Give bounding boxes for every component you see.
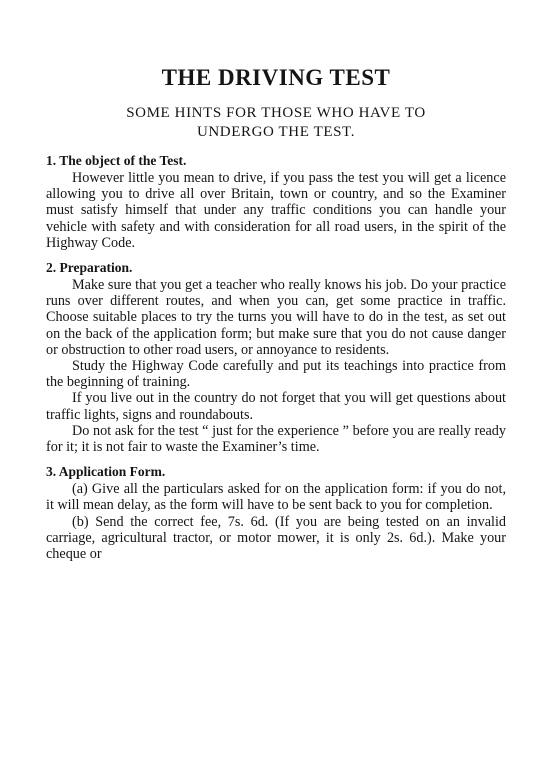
section-paragraph: However little you mean to drive, if you pass the test you will get a licence allowing you to drive all over Britain, town or country, and so the Examiner must satisfy himself that under any traffic conditions you can handle your vehicle with safety and with consideration for all road users, in the spirit of the Highway Code.	[46, 170, 506, 251]
page-subtitle	[46, 104, 506, 142]
section-application-form	[46, 463, 506, 562]
section-heading: 2. Preparation.	[46, 260, 133, 276]
section-heading: 1. The object of the Test.	[46, 153, 187, 168]
subtitle-line-1: SOME HINTS FOR THOSE WHO HAVE TO	[126, 105, 426, 121]
section-object-of-test	[46, 152, 506, 251]
section-paragraph: Study the Highway Code carefully and put its teachings into practice from the beginning of training.	[46, 358, 506, 391]
subtitle-line-2: UNDERGO THE TEST.	[196, 124, 356, 140]
section-preparation	[46, 259, 506, 455]
section-paragraph: (b) Send the correct fee, 7s. 6d. (If you are being tested on an invalid carriage, agricultural tractor, or motor mower, it is only 2s. 6d.). Make your cheque or	[46, 513, 506, 563]
section-paragraph: Make sure that you get a teacher who really knows his job. Do your practice runs over different routes, and when you can, get some practice in traffic. Choose suitable places to try the turns you will have to do in the test, as set out on the back of the application form; but make sure that you do not cause danger or obstruction to other road users, or annoyance to residents.	[46, 277, 506, 358]
section-paragraph: If you live out in the country do not forget that you will get questions about traffic lights, signs and roundabouts.	[46, 390, 506, 423]
section-paragraph: (a) Give all the particulars asked for on the application form: if you do not, it will mean delay, as the form will have to be sent back to you for completion.	[46, 481, 506, 514]
section-paragraph: Do not ask for the test “ just for the experience ” before you are really ready for it; it is not fair to waste the Examiner’s time.	[46, 422, 506, 456]
section-heading: 3. Application Form.	[46, 464, 166, 480]
page-title: THE DRIVING TEST	[161, 65, 391, 90]
document-page	[46, 62, 506, 570]
